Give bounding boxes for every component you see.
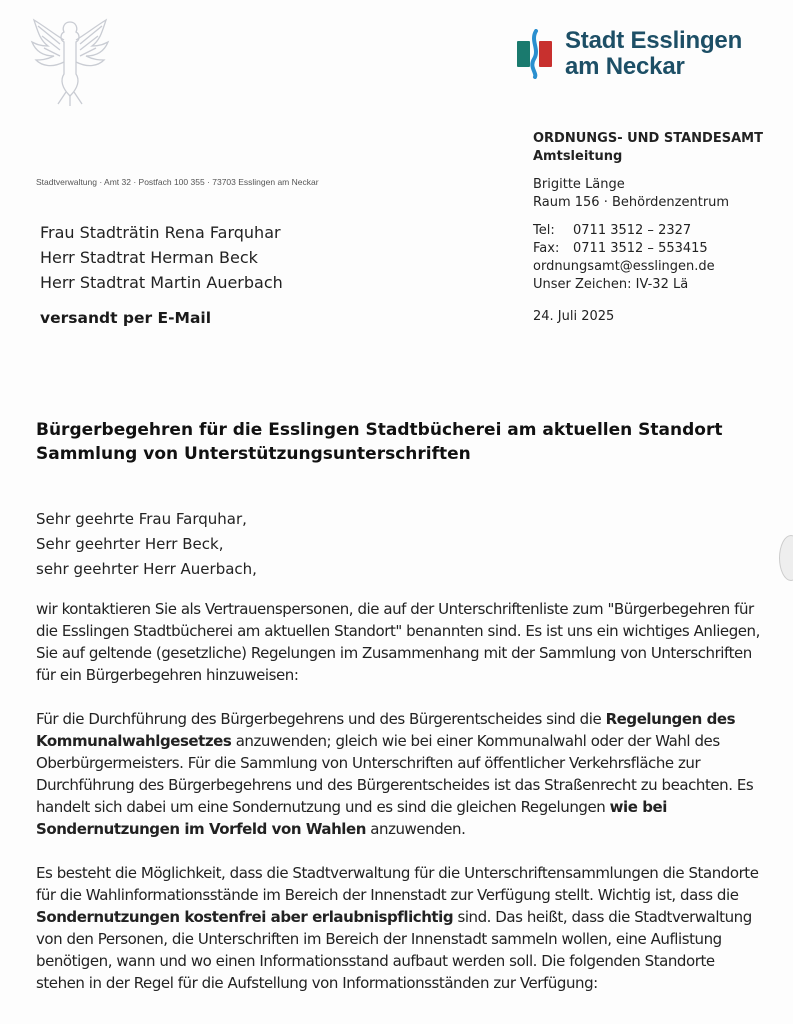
division-name: Amtsleitung xyxy=(533,149,623,164)
coat-of-arms-eagle-icon xyxy=(30,14,110,106)
fax-row xyxy=(533,240,763,258)
salutation-block xyxy=(36,507,257,582)
salutation-line-1: Sehr geehrte Frau Farquhar, xyxy=(36,510,247,528)
body-text: Für die Durchführung des Bürgerbegehrens und des Bürgerentscheides sind die xyxy=(36,710,606,728)
phone-row xyxy=(533,222,763,240)
subject-line-2: Sammlung von Unterstützungsunterschriften xyxy=(36,444,471,464)
sender-return-address: Stadtverwaltung · Amt 32 · Postfach 100 355 · 73703 Esslingen am Neckar xyxy=(36,177,319,187)
salutation-line-3: sehr geehrter Herr Auerbach, xyxy=(36,560,257,578)
office-contact-block xyxy=(533,130,763,326)
room-info: Raum 156 · Behördenzentrum xyxy=(533,195,730,210)
body-emphasis: Regelungen des Kommunalwahlgesetzes xyxy=(36,710,736,750)
letter-date: 24. Juli 2025 xyxy=(533,309,615,324)
body-emphasis: Sondernutzungen kostenfrei aber erlaubnispflichtig xyxy=(36,908,454,926)
delivery-note: versandt per E-Mail xyxy=(40,309,212,327)
letter-subject xyxy=(36,418,722,466)
fax-label: Fax: xyxy=(533,241,560,256)
body-text: Es besteht die Möglichkeit, dass die Stadtverwaltung für die Unterschriftensammlungen die Standorte für die Wahlinformationsstände im Bereich der Innenstadt zur Verfügung stellt. Wichtig ist, dass die xyxy=(36,864,759,904)
department-name: ORDNUNGS- UND STANDESAMT xyxy=(533,131,763,146)
letter-body xyxy=(36,598,766,1016)
recipient-1: Frau Stadträtin Rena Farquhar xyxy=(40,223,281,242)
email-link[interactable]: ordnungsamt@esslingen.de xyxy=(533,259,715,274)
logo-line-1: Stadt Esslingen xyxy=(565,27,743,54)
body-paragraph-1: wir kontaktieren Sie als Vertrauenspersonen, die auf der Unterschriftenliste zum "Bürgerbegehren für die Esslingen Stadtbücherei am aktuellen Standort" benannten sind. Es ist uns ein wichtiges Anliegen, Sie auf geltende (gesetzliche) Regelungen im Zusammenhang mit der Sammlung von Unterschriften für ein Bürgerbegehren hinzuweisen: xyxy=(36,600,760,684)
reference-number: Unser Zeichen: IV-32 Lä xyxy=(533,277,689,292)
subject-line-1: Bürgerbegehren für die Esslingen Stadtbücherei am aktuellen Standort xyxy=(36,420,723,440)
city-logo xyxy=(515,28,742,80)
phone-label: Tel: xyxy=(533,223,555,238)
body-emphasis: wie bei Sondernutzungen im Vorfeld von Wahlen xyxy=(36,798,667,838)
phone-number: 0711 3512 – 2327 xyxy=(573,223,692,238)
salutation-line-2: Sehr geehrter Herr Beck, xyxy=(36,535,224,553)
recipient-3: Herr Stadtrat Martin Auerbach xyxy=(40,273,283,292)
fax-number: 0711 3512 – 553415 xyxy=(573,241,708,256)
logo-line-2: am Neckar xyxy=(565,53,685,80)
recipient-2: Herr Stadtrat Herman Beck xyxy=(40,248,258,267)
city-logo-mark-icon xyxy=(515,29,555,79)
body-text: anzuwenden; gleich wie bei einer Kommunalwahl oder der Wahl des Oberbürgermeisters. Für die Sammlung von Unterschriften auf öffentlicher Verkehrsfläche zur Durchführung des Bürgerbegehrens und des Bürgerentscheides ist das Straßenrecht zu beachten. Es handelt sich dabei um eine Sondernutzung und es sind die gleichen Regelungen xyxy=(36,732,754,816)
contact-person: Brigitte Länge xyxy=(533,177,625,192)
page-edge-handle[interactable] xyxy=(779,535,793,581)
body-paragraph-3 xyxy=(36,862,766,994)
body-text: anzuwenden. xyxy=(365,820,466,838)
recipient-block xyxy=(40,220,283,295)
body-paragraph-2 xyxy=(36,708,766,840)
body-text: sind. Das heißt, dass die Stadtverwaltung von den Personen, die Unterschriften im Bereich der Innenstadt sammeln wollen, eine Auflistung benötigen, wann und wo einen Informationsstand aufbaut werden soll. Die folgenden Standorte stehen in der Regel für die Aufstellung von Informationsständen zur Verfügung: xyxy=(36,908,752,992)
